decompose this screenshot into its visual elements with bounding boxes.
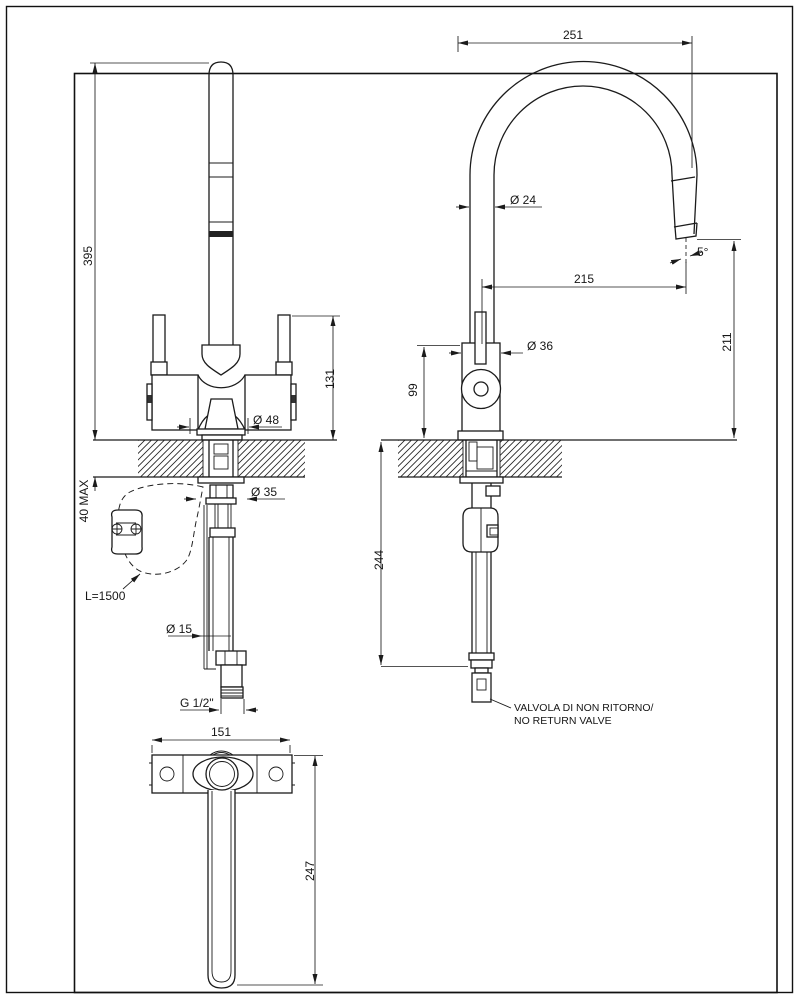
valve-note-line1: VALVOLA DI NON RITORNO/ [514,702,654,714]
valve-note-line2: NO RETURN VALVE [514,715,612,727]
dim-base-diameter: Ø 48 [253,413,280,427]
side-view [372,28,741,727]
dim-tip-height: 211 [720,332,734,352]
thread-label: G 1/2" [180,696,214,710]
dim-body-diameter: Ø 36 [527,339,554,353]
side-countertop [381,440,737,477]
no-return-valve [472,673,491,702]
dim-mount-bar-width: 151 [210,725,232,739]
hose-fitting [112,510,143,554]
dim-tip-angle: 5° [697,245,709,259]
hose-length-label: L=1500 [85,589,126,603]
front-view [77,62,340,714]
plan-screw-hole-left [160,767,174,781]
front-spout-tube [209,62,233,345]
dim-spout-reach-plan: 247 [303,860,317,882]
front-hose-cloud [112,484,203,575]
dim-spout-tube-diameter: Ø 24 [510,193,537,207]
dim-body-above-counter: 99 [406,383,420,397]
side-body [458,312,503,440]
side-dimensions [372,28,741,727]
front-countertop [93,440,337,477]
plan-screw-hole-right [269,767,283,781]
dim-under-counter-depth: 244 [372,549,386,571]
dim-spout-reach-side: 215 [573,272,595,286]
front-spout-ring [209,231,233,237]
page-border [7,7,793,993]
dim-total-height: 395 [81,245,95,267]
front-undercounter [198,440,246,698]
dim-body-height: 131 [323,368,337,390]
dim-pipe-diameter: Ø 15 [166,622,193,636]
dim-counter-thickness: 40 MAX [77,479,91,523]
side-gooseneck-spout [470,62,697,344]
dim-shank-diameter: Ø 35 [251,485,278,499]
front-left-handle [151,315,167,375]
side-lever [475,312,486,364]
dim-overall-depth: 251 [562,28,584,42]
side-undercounter [460,440,511,708]
front-right-handle [276,315,292,375]
plan-view [149,725,323,988]
